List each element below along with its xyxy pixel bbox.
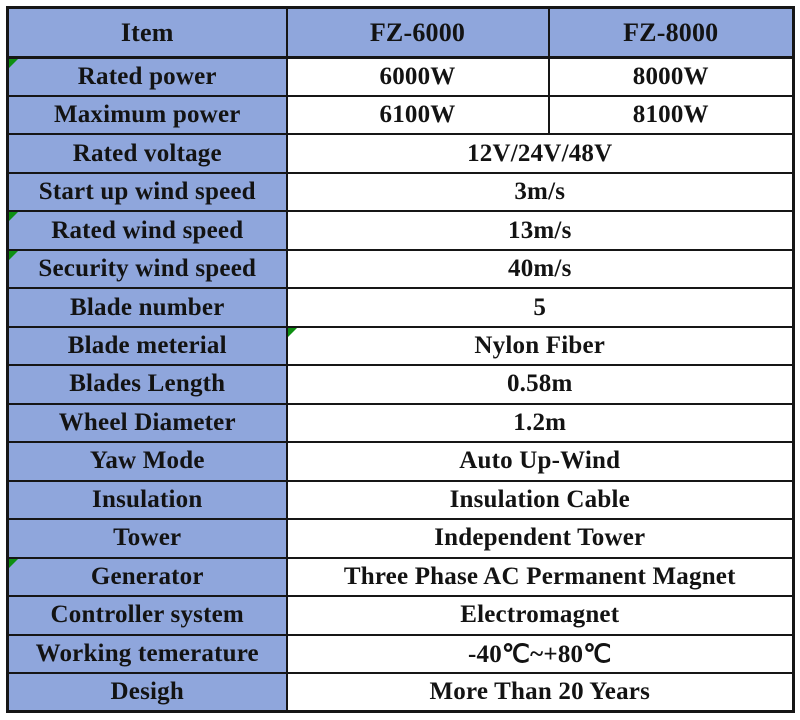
table-row xyxy=(8,96,794,134)
row-label: Rated power xyxy=(8,58,287,96)
table-row xyxy=(8,673,794,712)
column-header-item: Item xyxy=(8,8,287,58)
cell-error-indicator-icon xyxy=(9,212,18,221)
row-label: Insulation xyxy=(8,481,287,519)
row-value-merged: 3m/s xyxy=(287,173,794,211)
table-row xyxy=(8,173,794,211)
table-row xyxy=(8,404,794,442)
table-row xyxy=(8,596,794,634)
cell-error-indicator-icon xyxy=(288,328,297,337)
row-label: Start up wind speed xyxy=(8,173,287,211)
row-value-merged: Three Phase AC Permanent Magnet xyxy=(287,558,794,596)
row-label: Blade number xyxy=(8,288,287,326)
table-row xyxy=(8,519,794,557)
table-row xyxy=(8,288,794,326)
row-value: 6000W xyxy=(287,58,549,96)
row-value-merged: -40℃~+80℃ xyxy=(287,635,794,673)
row-label: Generator xyxy=(8,558,287,596)
cell-error-indicator-icon xyxy=(9,251,18,260)
row-value-merged: 0.58m xyxy=(287,365,794,403)
row-label: Yaw Mode xyxy=(8,442,287,480)
row-value-merged: Insulation Cable xyxy=(287,481,794,519)
column-header-fz-8000: FZ-8000 xyxy=(549,8,794,58)
cell-error-indicator-icon xyxy=(9,59,18,68)
spec-table xyxy=(6,6,795,713)
table-row xyxy=(8,58,794,96)
row-value-merged: Electromagnet xyxy=(287,596,794,634)
row-label: Rated wind speed xyxy=(8,211,287,249)
row-value: 8100W xyxy=(549,96,794,134)
row-label: Blade meterial xyxy=(8,327,287,365)
row-value: 8000W xyxy=(549,58,794,96)
table-row xyxy=(8,558,794,596)
row-value-merged: 1.2m xyxy=(287,404,794,442)
row-value-merged: Independent Tower xyxy=(287,519,794,557)
row-value-merged: Auto Up-Wind xyxy=(287,442,794,480)
row-label: Blades Length xyxy=(8,365,287,403)
row-label: Desigh xyxy=(8,673,287,712)
table-row xyxy=(8,635,794,673)
row-label: Controller system xyxy=(8,596,287,634)
row-label: Working temerature xyxy=(8,635,287,673)
table-row xyxy=(8,327,794,365)
row-label: Rated voltage xyxy=(8,134,287,172)
row-label: Maximum power xyxy=(8,96,287,134)
table-row xyxy=(8,211,794,249)
cell-error-indicator-icon xyxy=(9,559,18,568)
row-value-merged: Nylon Fiber xyxy=(287,327,794,365)
row-value-merged: 12V/24V/48V xyxy=(287,134,794,172)
row-value-merged: 5 xyxy=(287,288,794,326)
column-header-fz-6000: FZ-6000 xyxy=(287,8,549,58)
header-row xyxy=(8,8,794,58)
row-label: Security wind speed xyxy=(8,250,287,288)
table-row xyxy=(8,481,794,519)
table-row xyxy=(8,134,794,172)
table-row xyxy=(8,365,794,403)
table-row xyxy=(8,442,794,480)
row-value-merged: More Than 20 Years xyxy=(287,673,794,712)
row-value: 6100W xyxy=(287,96,549,134)
row-value-merged: 13m/s xyxy=(287,211,794,249)
row-label: Wheel Diameter xyxy=(8,404,287,442)
row-label: Tower xyxy=(8,519,287,557)
row-value-merged: 40m/s xyxy=(287,250,794,288)
table-row xyxy=(8,250,794,288)
